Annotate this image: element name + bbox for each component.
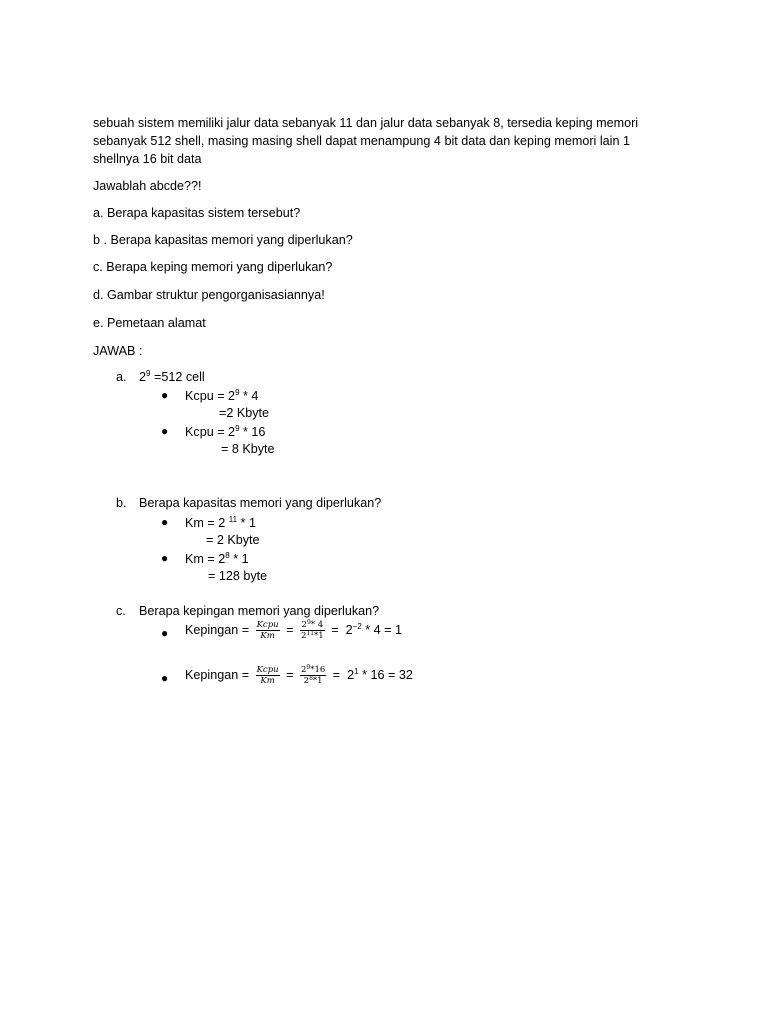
answer-a-base: 2 bbox=[139, 370, 147, 384]
num-rest: *16 bbox=[310, 665, 326, 675]
bullet-icon: ● bbox=[161, 626, 169, 640]
num-base: 2 bbox=[301, 620, 307, 630]
fraction-denominator bbox=[300, 676, 326, 686]
answer-b-item-1-result: = 2 Kbyte bbox=[206, 533, 260, 547]
fraction-powers bbox=[300, 665, 326, 686]
answer-a-item-2-result: = 8 Kbyte bbox=[221, 442, 275, 456]
answer-b-item-1 bbox=[185, 515, 256, 532]
problem-line-3: shellnya 16 bit data bbox=[93, 152, 202, 166]
answer-b-item-2-result: = 128 byte bbox=[208, 569, 268, 583]
fraction-powers bbox=[300, 620, 325, 641]
num-base: 2 bbox=[300, 665, 307, 675]
fraction-numerator bbox=[300, 665, 326, 676]
answer-b-item-2 bbox=[185, 551, 249, 568]
answer-b-label: b. bbox=[116, 496, 127, 510]
answer-a-label: a. bbox=[116, 370, 127, 384]
answer-c-label: c. bbox=[116, 604, 126, 618]
num-rest: * 4 bbox=[310, 620, 324, 630]
answer-c-item-2 bbox=[185, 665, 413, 686]
den-base: 2 bbox=[300, 631, 307, 641]
equals-sign: = bbox=[286, 623, 294, 637]
answer-a-rest: =512 cell bbox=[150, 370, 205, 384]
num-exp: 9 bbox=[306, 619, 311, 626]
answer-a-item-2 bbox=[185, 424, 265, 441]
den-exp: 11 bbox=[306, 630, 315, 637]
question-d: d. Gambar struktur pengorganisasiannya! bbox=[93, 288, 325, 302]
answer-b-item-1-rhs: * 1 bbox=[237, 516, 256, 530]
answer-c-item-2-result bbox=[344, 667, 413, 684]
question-c: c. Berapa keping memori yang diperlukan? bbox=[93, 260, 333, 274]
result-rest: * 4 = 1 bbox=[361, 623, 402, 637]
answer-a-item-2-rhs: * 16 bbox=[239, 425, 266, 439]
answer-a-item-1-lhs: Kcpu = 2 bbox=[185, 389, 236, 403]
result-exp: −2 bbox=[352, 622, 362, 631]
bullet-icon: ● bbox=[161, 671, 169, 685]
fraction-numerator: Kcpu bbox=[256, 620, 279, 630]
den-rest: *1 bbox=[314, 631, 324, 641]
answer-c-item-1-result bbox=[342, 622, 402, 639]
answer-heading: JAWAB : bbox=[93, 344, 143, 358]
bullet-icon: ● bbox=[161, 424, 169, 438]
prompt: Jawablah abcde??! bbox=[93, 179, 202, 193]
problem-line-2: sebanyak 512 shell, masing masing shell dapat menampung 4 bit data dan keping memori lain 1 bbox=[93, 134, 630, 148]
answer-c-item-1 bbox=[185, 620, 402, 641]
fraction-denominator bbox=[300, 631, 325, 641]
result-rest: * 16 = 32 bbox=[358, 668, 413, 682]
problem-statement bbox=[93, 114, 673, 168]
question-b: b . Berapa kapasitas memori yang diperlukan? bbox=[93, 233, 353, 247]
answer-a-item-1-exp: 9 bbox=[235, 388, 240, 397]
bullet-icon: ● bbox=[161, 388, 169, 402]
answer-c-item-2-label: Kepingan = bbox=[185, 668, 250, 682]
fraction-denominator: Km bbox=[260, 631, 275, 641]
result-exp: 1 bbox=[354, 667, 359, 676]
answer-c-item-1-label: Kepingan = bbox=[185, 623, 250, 637]
den-base: 2 bbox=[303, 676, 310, 686]
result-base: 2 bbox=[347, 668, 355, 682]
num-exp: 9 bbox=[306, 664, 311, 671]
result-base: 2 bbox=[345, 623, 353, 637]
equals-sign: = bbox=[331, 623, 339, 637]
answer-b-item-1-lhs: Km = 2 bbox=[185, 516, 229, 530]
fraction-numerator: Kcpu bbox=[256, 665, 279, 675]
answer-b-item-2-lhs: Km = 2 bbox=[185, 552, 226, 566]
equals-sign: = bbox=[286, 668, 294, 682]
answer-a-exp: 9 bbox=[146, 369, 151, 378]
answer-a-item-1-rhs: * 4 bbox=[239, 389, 259, 403]
answer-b-title: Berapa kapasitas memori yang diperlukan? bbox=[139, 496, 382, 510]
answer-a-item-2-exp: 9 bbox=[235, 424, 240, 433]
answer-a-main bbox=[139, 369, 205, 386]
question-e: e. Pemetaan alamat bbox=[93, 316, 206, 330]
fraction-kcpu-km bbox=[256, 665, 280, 686]
answer-b-item-2-exp: 8 bbox=[225, 551, 230, 560]
equals-sign: = bbox=[332, 668, 341, 682]
answer-a-item-1 bbox=[185, 388, 258, 405]
fraction-denominator: Km bbox=[260, 676, 275, 686]
answer-b-item-1-exp: 11 bbox=[228, 515, 238, 524]
den-exp: 8 bbox=[309, 675, 313, 682]
answer-a-item-2-lhs: Kcpu = 2 bbox=[185, 425, 236, 439]
question-a: a. Berapa kapasitas sistem tersebut? bbox=[93, 206, 301, 220]
problem-line-1: sebuah sistem memiliki jalur data sebanyak 11 dan jalur data sebanyak 8, tersedia keping memori bbox=[93, 116, 639, 130]
answer-c-title: Berapa kepingan memori yang diperlukan? bbox=[139, 604, 380, 618]
answer-a-item-1-result: =2 Kbyte bbox=[219, 406, 270, 420]
den-rest: *1 bbox=[312, 676, 323, 686]
bullet-icon: ● bbox=[161, 515, 169, 529]
bullet-icon: ● bbox=[161, 551, 169, 565]
fraction-kcpu-km bbox=[256, 620, 280, 641]
answer-b-item-2-rhs: * 1 bbox=[229, 552, 249, 566]
